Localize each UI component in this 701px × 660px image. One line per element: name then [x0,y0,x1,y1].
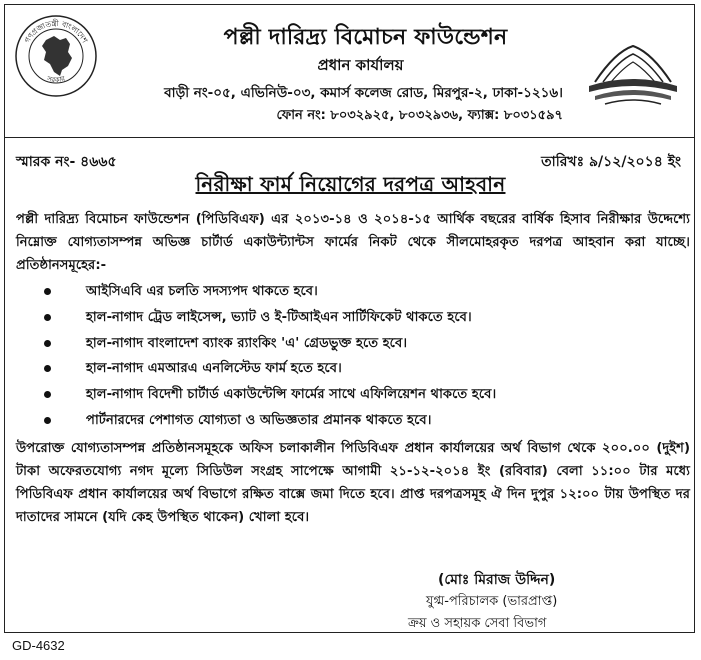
signatory-department: ক্রয় ও সহায়ক সেবা বিভাগ [408,616,547,631]
gd-code: GD-4632 [12,638,65,653]
requirement-text: হাল-নাগাদ ট্রেড লাইসেন্স, ভ্যাট ও ই-টিআইএন সার্টিফিকেট থাকতে হবে। [86,309,472,325]
memo-number: স্মারক নং- ৪৬৬৫ [16,154,117,170]
bullet-icon [44,314,51,321]
list-item [44,408,496,434]
list-item [44,279,496,305]
bullet-icon [44,417,51,424]
signatory-title: যুগ্ম-পরিচালক (ভারপ্রাপ্ত) [426,594,558,609]
bullet-icon [44,365,51,372]
requirement-text: আইসিএবি এর চলতি সদস্যপদ থাকতে হবে। [86,284,318,299]
intro-paragraph: পল্লী দারিদ্র্য বিমোচন ফাউন্ডেশন (পিডিবিএফ) এর ২০১৩-১৪ ও ২০১৪-১৫ আর্থিক বছরের বার্ষিক হিসাব নিরীক্ষার উদ্দেশ্যে নিম্নোক্ত যোগ্যতাসম্পন্ন অভিজ্ঞ চার্টার্ড একাউন্ট্যান্টস ফার্মের নিকট থেকে সীলমোহরকৃত দরপত্র আহবান করা যাচ্ছে। প্রতিষ্ঠানসমূহের:- [16,212,690,273]
phone-fax: ফোন নং: ৮০৩২৯২৫, ৮০৩২৯৩৬, ফ্যাক্স: ৮০৩১৫৯৭ [276,108,563,123]
organization-name: পল্লী দারিদ্র্য বিমোচন ফাউন্ডেশন [223,25,508,50]
bullet-icon [44,340,51,347]
list-item [44,305,496,331]
bullet-icon [44,288,51,295]
requirement-text: পার্টনারদের পেশাগত যোগ্যতা ও অভিজ্ঞতার প্রমানক থাকতে হবে। [86,412,432,428]
notice-date: তারিখঃ ৯/১২/২০১৪ ইং [541,154,681,170]
office-name: প্রধান কার্যালয় [317,56,404,74]
office-address: বাড়ী নং-০৫, এভিনিউ-০৩, কমার্স কলেজ রোড, মিরপুর-২, ঢাকা-১২১৬। [164,85,563,101]
seal-ring-text-bottom: সরকার [45,74,67,85]
requirement-text: হাল-নাগাদ বাংলাদেশ ব্যাংক র‌্যাংকিং 'এ' গ্রেডভুক্ত হতে হবে। [86,335,408,351]
requirement-text: হাল-নাগাদ বিদেশী চার্টার্ড একাউন্টেন্সি ফার্মের সাথে এফিলিয়েশন থাকতে হবে। [86,387,497,403]
bullet-icon [44,391,51,398]
list-item [44,331,496,357]
notice-title: নিরীক্ষা ফার্ম নিয়োগের দরপত্র আহবান [195,172,506,196]
list-item [44,382,496,408]
requirements-list [44,279,496,434]
signatory-name: (মোঃ মিরাজ উদ্দিন) [438,572,556,588]
seal-ring-text-top: গণপ্রজাতন্ত্রী বাংলাদেশ [22,18,90,45]
list-item [44,356,496,382]
header-divider [4,137,695,138]
closing-paragraph: উপরোক্ত যোগ্যতাসম্পন্ন প্রতিষ্ঠানসমূহকে অফিস চলাকালীন পিডিবিএফ প্রধান কার্যালয়ের অর্থ বিভাগ থেকে ২০০.০০ (দুইশ) টাকা অফেরতযোগ্য নগদ মূল্যে সিডিউল সংগ্রহ সাপেক্ষে আগামী ২১-১২-২০১৪ ইং (রবিবার) বেলা ১১:০০ টার মধ্যে পিডিবিএফ প্রধান কার্যালয়ের অর্থ বিভাগে রক্ষিত বাক্সে জমা দিতে হবে। প্রাপ্ত দরপত্রসমূহ ঐ দিন দুপুর ১২:০০ টায় উপস্থিত দর দাতাদের সামনে (যদি কেহ উপস্থিত থাকেন) খোলা হবে। [16,441,690,525]
requirement-text: হাল-নাগাদ এমআরএ এনলিস্টেড ফার্ম হতে হবে। [86,361,342,377]
